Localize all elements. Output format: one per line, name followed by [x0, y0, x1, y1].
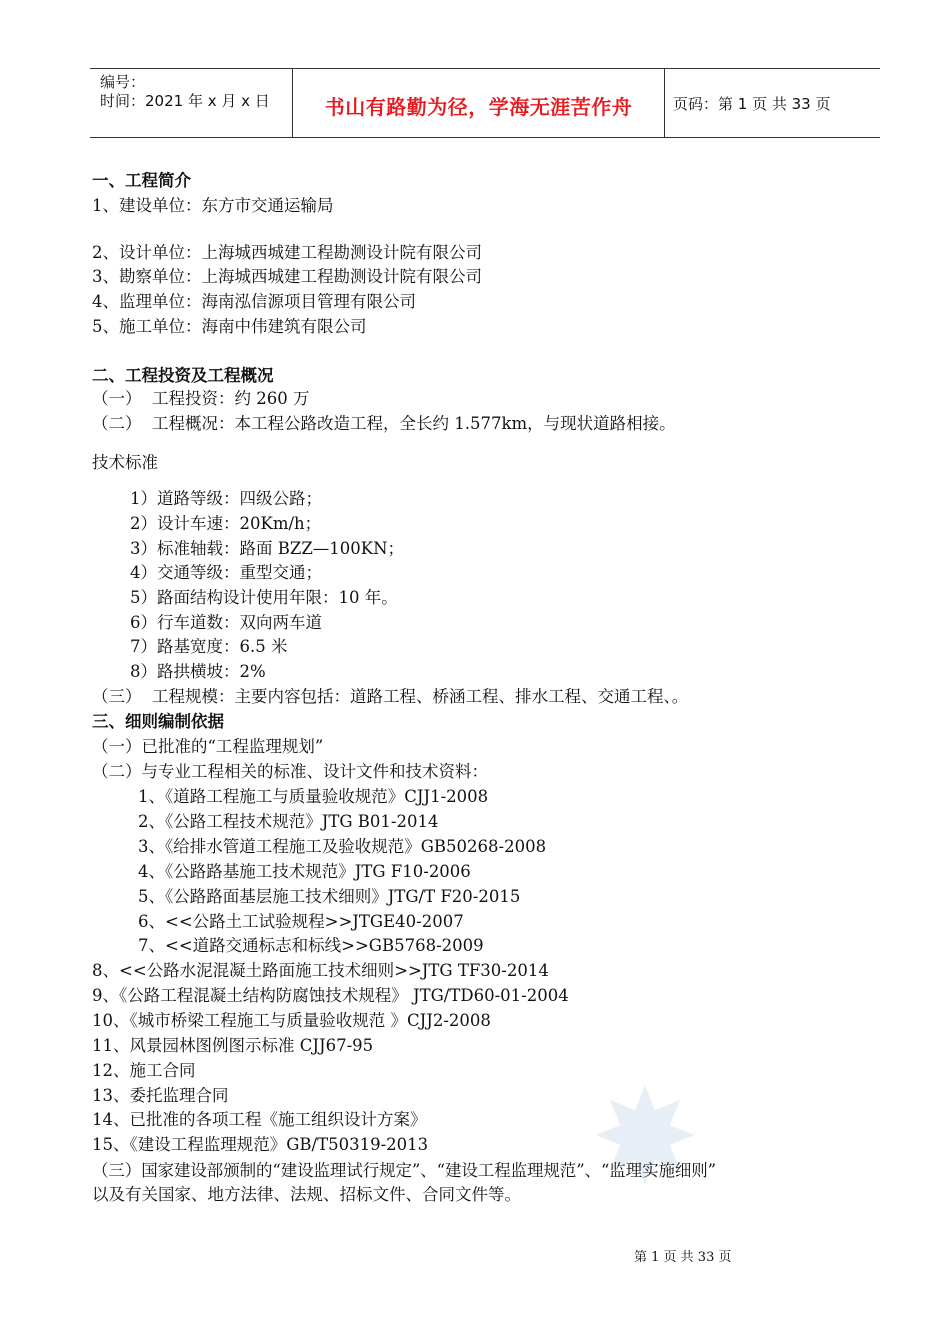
- list-item: 6）行车道数：双向两车道: [130, 613, 322, 632]
- list-item: 4、《公路路基施工技术规范》JTG F10-2006: [138, 862, 471, 881]
- number-label: 编号：: [100, 73, 146, 91]
- page-footer: 第 1 页 共 33 页: [634, 1250, 732, 1265]
- header-motto-cell: [293, 69, 665, 137]
- list-item: 9、《公路工程混凝土结构防腐蚀技术规程》 JTG/TD60-01-2004: [92, 986, 569, 1005]
- list-item: 2）设计车速：20Km/h；: [130, 514, 322, 533]
- list-item: 1、建设单位：东方市交通运输局: [92, 196, 334, 215]
- list-item: 15、《建设工程监理规范》GB/T50319-2013: [92, 1135, 429, 1154]
- list-item: 7、<<道路交通标志和标线>>GB5768-2009: [138, 936, 484, 955]
- invest-line: （一） 工程投资：约 260 万: [92, 389, 310, 408]
- section-3-title: 三、细则编制依据: [92, 712, 224, 731]
- list-item: 8、<<公路水泥混凝土路面施工技术细则>>JTG TF30-2014: [92, 961, 549, 980]
- basis-p1: （一）已批准的“工程监理规划”: [92, 737, 324, 756]
- list-item: 5）路面结构设计使用年限：10 年。: [130, 588, 398, 607]
- page-label: 页码：第 1 页 共 33 页: [673, 95, 831, 113]
- list-item: 4）交通等级：重型交通；: [130, 563, 322, 582]
- list-item: 3）标准轴载：路面 BZZ—100KN；: [130, 539, 405, 558]
- list-item: 14、已批准的各项工程《施工组织设计方案》: [92, 1110, 427, 1129]
- motto: 书山有路勤为径，学海无涯苦作舟: [324, 95, 633, 119]
- list-item: 3、勘察单位：上海城西城建工程勘测设计院有限公司: [92, 267, 482, 286]
- time-label: 时间：2021 年 x 月 x 日: [100, 92, 270, 110]
- list-item: 6、<<公路土工试验规程>>JTGE40-2007: [138, 912, 464, 931]
- tech-title: 技术标准: [92, 453, 158, 472]
- header-page-cell: [665, 69, 880, 137]
- basis-p3b: 以及有关国家、地方法律、法规、招标文件、合同文件等。: [92, 1185, 521, 1204]
- list-item: 8）路拱横坡：2%: [130, 662, 266, 681]
- basis-p3a: （三）国家建设部颁制的“建设监理试行规定”、“建设工程监理规范”、“监理实施细则”: [92, 1161, 717, 1180]
- list-item: 1）道路等级：四级公路；: [130, 489, 322, 508]
- watermark-logo-icon: [590, 1080, 700, 1190]
- section-2-title: 二、工程投资及工程概况: [92, 366, 274, 385]
- list-item: 2、设计单位：上海城西城建工程勘测设计院有限公司: [92, 243, 482, 262]
- section-1-title: 一、工程简介: [92, 171, 191, 190]
- list-item: 4、监理单位：海南泓信源项目管理有限公司: [92, 292, 416, 311]
- list-item: 10、《城市桥梁工程施工与质量验收规范 》CJJ2-2008: [92, 1011, 491, 1030]
- header-meta-cell: [90, 69, 293, 137]
- basis-p2: （二）与专业工程相关的标准、设计文件和技术资料：: [92, 762, 488, 781]
- list-item: 11、风景园林图例图示标准 CJJ67-95: [92, 1036, 374, 1055]
- list-item: 7）路基宽度：6.5 米: [130, 637, 288, 656]
- list-item: 2、《公路工程技术规范》JTG B01-2014: [138, 812, 439, 831]
- header-table: [90, 68, 880, 138]
- scale-line: （三） 工程规模：主要内容包括：道路工程、桥涵工程、排水工程、交通工程、。: [92, 687, 689, 706]
- list-item: 5、《公路路面基层施工技术细则》JTG/T F20-2015: [138, 887, 521, 906]
- list-item: 12、施工合同: [92, 1061, 196, 1080]
- list-item: 13、委托监理合同: [92, 1086, 229, 1105]
- overview-line: （二） 工程概况：本工程公路改造工程，全长约 1.577km，与现状道路相接。: [92, 414, 676, 433]
- list-item: 3、《给排水管道工程施工及验收规范》GB50268-2008: [138, 837, 547, 856]
- list-item: 5、施工单位：海南中伟建筑有限公司: [92, 317, 367, 336]
- list-item: 1、《道路工程施工与质量验收规范》CJJ1-2008: [138, 787, 489, 806]
